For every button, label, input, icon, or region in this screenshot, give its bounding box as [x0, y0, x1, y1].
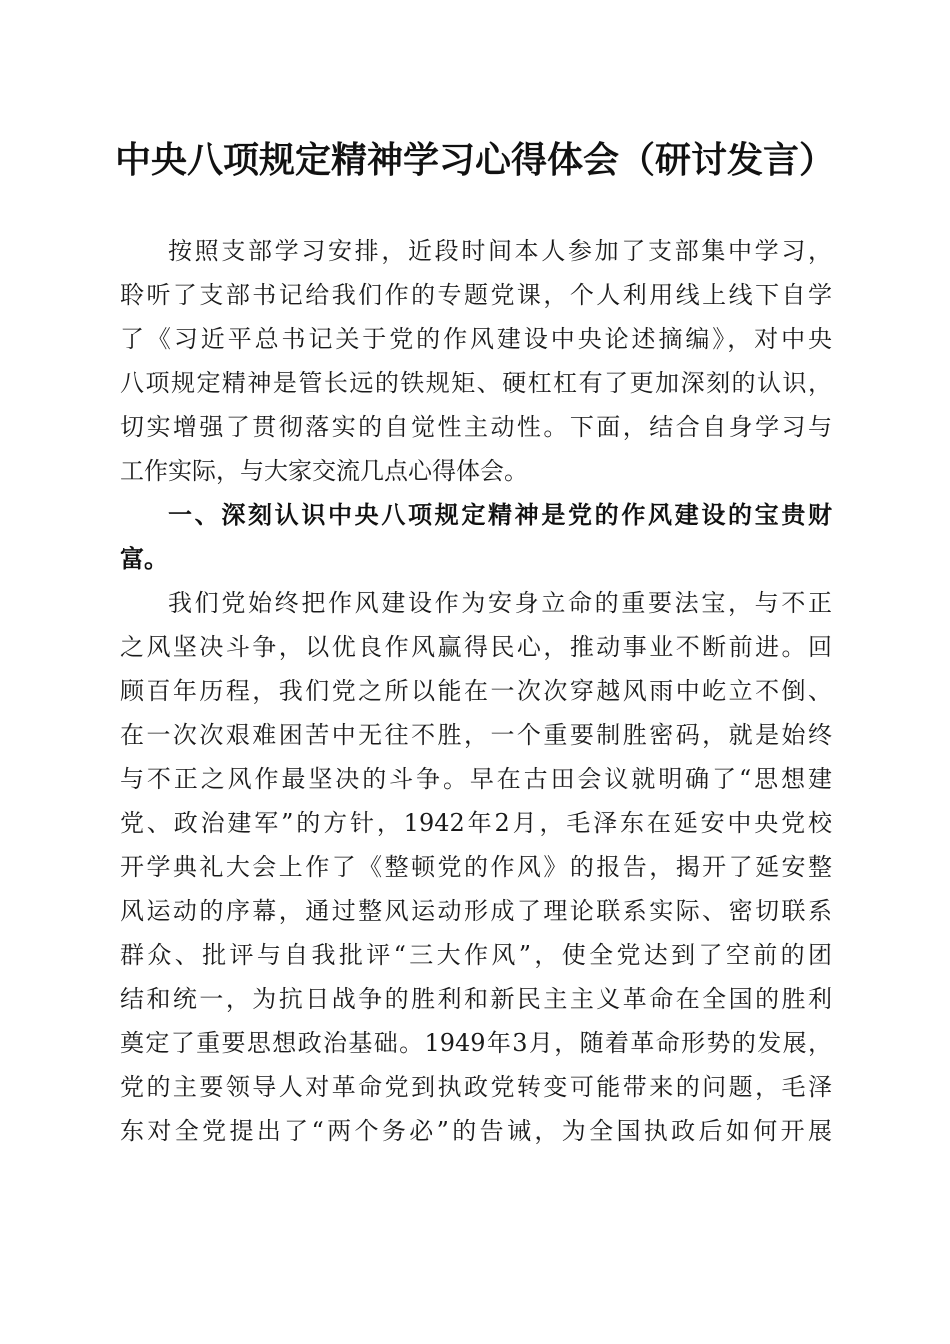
paragraph-history — [120, 581, 832, 1153]
text-line: 切实增强了贯彻落实的自觉性主动性。下面，结合自身学习与 — [120, 413, 832, 441]
text-line: 结和统一，为抗日战争的胜利和新民主主义革命在全国的胜利 — [120, 985, 832, 1013]
text-line: 奠定了重要思想政治基础。1949年3月，随着革命形势的发展， — [120, 1029, 832, 1057]
document-title: 中央八项规定精神学习心得体会（研讨发言） — [114, 139, 835, 181]
text-line: 工作实际，与大家交流几点心得体会。 — [120, 457, 528, 485]
text-line: 在一次次艰难困苦中无往不胜，一个重要制胜密码，就是始终 — [120, 721, 832, 749]
heading-line: 一、深刻认识中央八项规定精神是党的作风建设的宝贵财 — [168, 501, 832, 529]
text-line: 聆听了支部书记给我们作的专题党课，个人利用线上线下自学 — [120, 281, 832, 309]
text-line: 了《习近平总书记关于党的作风建设中央论述摘编》，对中央 — [120, 325, 832, 353]
text-line: 风运动的序幕，通过整风运动形成了理论联系实际、密切联系 — [120, 897, 832, 925]
text-line: 八项规定精神是管长远的铁规矩、硬杠杠有了更加深刻的认识， — [120, 369, 832, 397]
text-line: 群众、批评与自我批评“三大作风”，使全党达到了空前的团 — [120, 941, 832, 969]
document-body — [120, 229, 832, 1153]
text-line: 之风坚决斗争，以优良作风赢得民心，推动事业不断前进。回 — [120, 633, 832, 661]
text-line: 我们党始终把作风建设作为安身立命的重要法宝，与不正 — [168, 589, 832, 617]
text-line: 顾百年历程，我们党之所以能在一次次穿越风雨中屹立不倒、 — [120, 677, 832, 705]
heading-line: 富。 — [120, 545, 168, 573]
text-line: 东对全党提出了“两个务必”的告诫，为全国执政后如何开展 — [120, 1117, 832, 1145]
text-line: 开学典礼大会上作了《整顿党的作风》的报告，揭开了延安整 — [120, 853, 832, 881]
paragraph-intro — [120, 229, 832, 493]
text-line: 按照支部学习安排，近段时间本人参加了支部集中学习， — [168, 237, 832, 265]
section-heading-1 — [120, 493, 832, 581]
text-line: 党的主要领导人对革命党到执政党转变可能带来的问题，毛泽 — [120, 1073, 832, 1101]
text-line: 党、政治建军”的方针，1942年2月，毛泽东在延安中央党校 — [120, 809, 832, 837]
text-line: 与不正之风作最坚决的斗争。早在古田会议就明确了“思想建 — [120, 765, 832, 793]
